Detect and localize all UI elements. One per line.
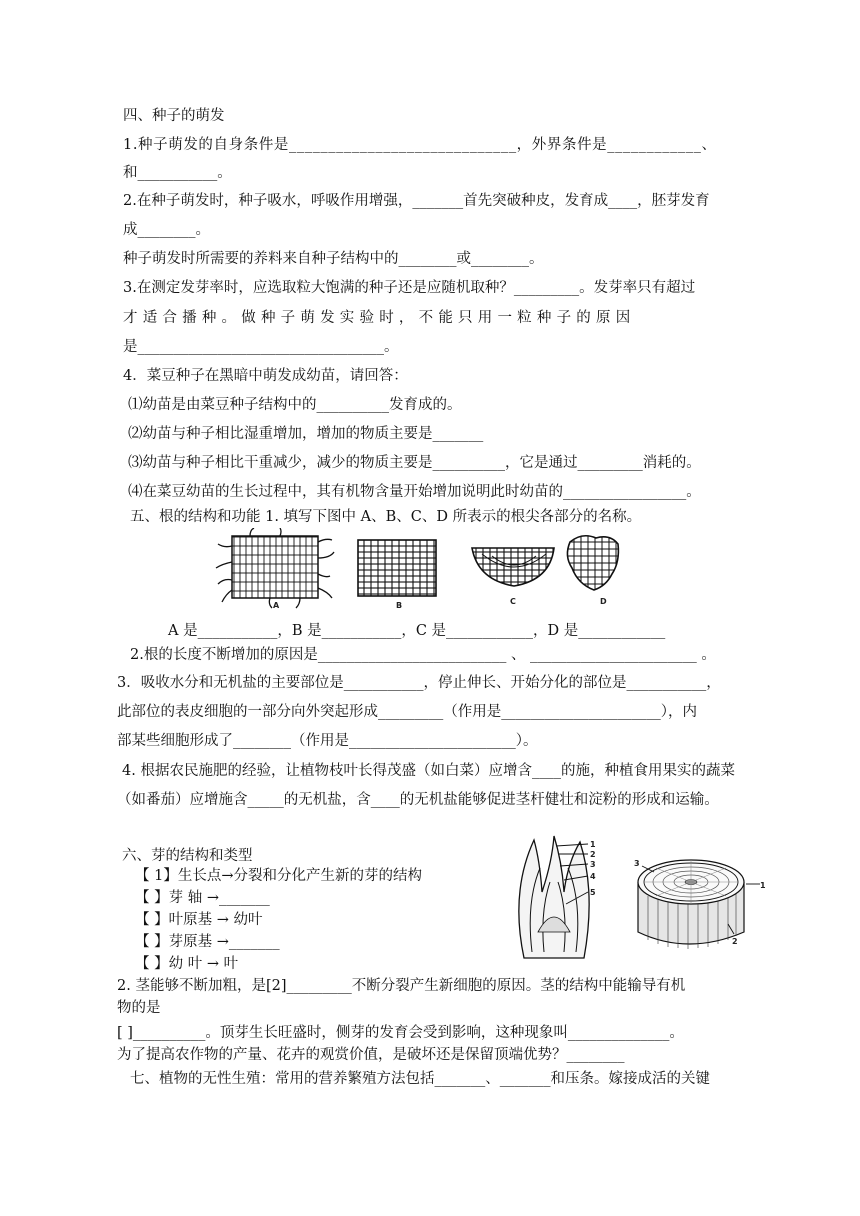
s6-question-2-end: 为了提高农作物的产量、花卉的观赏价值，是破坏还是保留顶端优势？________ bbox=[117, 1047, 625, 1063]
figure-label-c: C bbox=[510, 597, 516, 606]
s4-question-3-answer: 是__________________________________。 bbox=[123, 339, 399, 355]
s5-question-3-end: 部某些细胞形成了________（作用是_______________________）。 bbox=[117, 733, 538, 749]
root-zone-c-drawing bbox=[472, 548, 554, 586]
bud-label-1: 1 bbox=[590, 840, 596, 849]
stem-label-2: 2 bbox=[732, 937, 738, 946]
root-zone-a-drawing bbox=[216, 528, 334, 608]
s5-question-3: 3．吸收水分和无机盐的主要部位是___________，停止伸长、开始分化的部位是___________， bbox=[117, 675, 721, 691]
s4-question-1: 1.种子萌发的自身条件是_____________________________，外界条件是____________、 bbox=[123, 137, 717, 153]
root-zone-d-drawing bbox=[567, 536, 618, 590]
bud-row-2: 【 】芽 轴 →_______ bbox=[135, 890, 270, 906]
section-7-line: 七、植物的无性生殖：常用的营养繁殖方法包括_______、_______和压条。嫁接成活的关键 bbox=[130, 1071, 710, 1087]
s6-question-2-blank: [ ]__________。顶芽生长旺盛时，侧芽的发育会受到影响，这种现象叫______________。 bbox=[117, 1025, 684, 1041]
s5-question-4-cont: （如番茄）应增施含_____的无机盐，含____的无机盐能够促进茎杆健壮和淀粉的形成和运输。 bbox=[117, 792, 719, 808]
s4-question-2-nutrients: 种子萌发时所需要的养料来自种子结构中的________或________。 bbox=[123, 251, 544, 267]
figure-label-a: A bbox=[273, 601, 280, 610]
figure-label-d: D bbox=[600, 597, 607, 606]
bud-row-1: 【 1】生长点→分裂和分化产生新的芽的结构 bbox=[135, 868, 422, 884]
s4-question-3: 3.在测定发芽率时，应选取粒大饱满的种子还是应随机取种？_________。发芽率只有超过 bbox=[123, 280, 696, 296]
section-4-title: 四、种子的萌发 bbox=[123, 108, 225, 124]
s5-question-3-cont: 此部位的表皮细胞的一部分向外突起形成_________（作用是______________________），内 bbox=[117, 704, 697, 720]
stem-label-3: 3 bbox=[634, 859, 640, 868]
s4-question-2: 2.在种子萌发时，种子吸水，呼吸作用增强，_______首先突破种皮，发育成____，胚芽发育 bbox=[123, 193, 710, 209]
bud-row-4: 【 】芽原基 →_______ bbox=[135, 934, 280, 950]
bud-label-5: 5 bbox=[590, 888, 596, 897]
section-6-title: 六、芽的结构和类型 bbox=[122, 848, 253, 864]
s4-question-4-1: ⑴幼苗是由菜豆种子结构中的__________发育成的。 bbox=[128, 397, 462, 413]
s5-figure-answers: A 是___________，B 是___________，C 是____________，D 是____________ bbox=[168, 623, 666, 639]
s4-question-4: 4．菜豆种子在黑暗中萌发成幼苗，请回答： bbox=[123, 368, 408, 384]
bud-row-3: 【 】叶原基 → 幼叶 bbox=[135, 912, 263, 928]
s4-question-4-3: ⑶幼苗与种子相比干重减少，减少的物质主要是__________，它是通过_________消耗的。 bbox=[128, 455, 701, 471]
s4-question-3-cont: 才 适 合 播 种 。 做 种 子 萌 发 实 验 时 ， 不 能 只 用 一 粒 种 子 的 原 因 bbox=[123, 310, 631, 326]
stem-cross-section-figure bbox=[628, 852, 768, 956]
s4-question-2-cont: 成________。 bbox=[123, 222, 210, 238]
figure-label-b: B bbox=[396, 601, 403, 610]
s6-question-2: 2. 茎能够不断加粗，是[2]_________不断分裂产生新细胞的原因。茎的结构中能输导有机 bbox=[117, 978, 686, 994]
s4-question-4-2: ⑵幼苗与种子相比湿重增加，增加的物质主要是_______ bbox=[128, 426, 484, 442]
bud-label-4: 4 bbox=[590, 872, 596, 881]
bud-label-2: 2 bbox=[590, 850, 596, 859]
s5-question-4: 4. 根据农民施肥的经验，让植物枝叶长得茂盛（如白菜）应增含____的施，种植食用果实的蔬菜 bbox=[122, 763, 735, 779]
s4-question-4-4: ⑷在菜豆幼苗的生长过程中，其有机物含量开始增加说明此时幼苗的_________________。 bbox=[128, 484, 701, 500]
root-tip-figure bbox=[210, 528, 630, 612]
bud-label-3: 3 bbox=[590, 860, 596, 869]
s5-question-2: 2.根的长度不断增加的原因是__________________________ 、 _______________________ 。 bbox=[130, 647, 716, 663]
s6-question-2-cont: 物的是 bbox=[117, 1000, 161, 1016]
section-5-title: 五、根的结构和功能 1. 填写下图中 A、B、C、D 所表示的根尖各部分的名称。 bbox=[130, 509, 642, 525]
stem-label-1: 1 bbox=[760, 881, 766, 890]
root-zone-b-drawing bbox=[358, 540, 436, 596]
bud-row-5: 【 】幼 叶 → 叶 bbox=[135, 956, 239, 972]
s4-question-1-cont: 和___________。 bbox=[123, 165, 232, 181]
bud-section-figure bbox=[504, 832, 604, 962]
